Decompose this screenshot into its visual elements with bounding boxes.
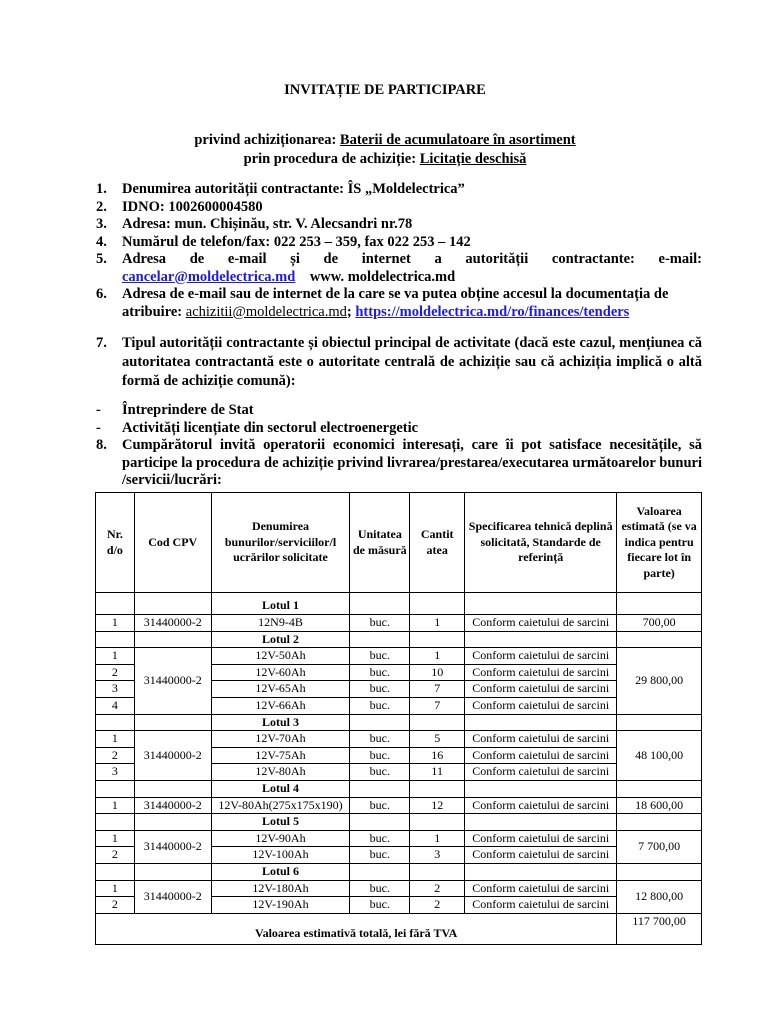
row-name: 12N9-4B (211, 615, 350, 632)
lot-qty-blank (410, 814, 465, 831)
row-cpv: 31440000-2 (134, 797, 211, 814)
row-spec: Conform caietului de sarcini (465, 764, 617, 781)
lot-qty-blank (410, 780, 465, 797)
lot-label: Lotul 4 (211, 780, 350, 797)
goods-table (95, 492, 702, 945)
row-nr: 2 (96, 747, 135, 764)
lot-label-row (96, 714, 702, 731)
lot-label-row (96, 593, 702, 615)
info-list-3 (96, 402, 702, 490)
row-quantity: 7 (410, 697, 465, 714)
row-name: 12V-100Ah (211, 847, 350, 864)
row-unit: buc. (350, 747, 410, 764)
lot-spec-blank (465, 714, 617, 731)
item-text: Adresa de e-mail sau de internet de la care se va putea obține accesul la documentația de (122, 286, 669, 302)
info-list-2 (96, 334, 702, 391)
item-text: Activități licențiate din sectorul electroenergetic (122, 419, 419, 436)
subtitle-procurement (0, 132, 770, 149)
document-title: INVITAȚIE DE PARTICIPARE (284, 82, 486, 98)
list-item (96, 234, 702, 252)
row-unit: buc. (350, 615, 410, 632)
lot-val-blank (617, 631, 702, 648)
list-item (96, 437, 702, 490)
row-name: 12V-90Ah (211, 830, 350, 847)
row-quantity: 5 (410, 731, 465, 748)
item-number: 8. (96, 437, 107, 453)
lot-nr-blank (96, 863, 135, 880)
lot-nr-blank (96, 631, 135, 648)
row-spec: Conform caietului de sarcini (465, 747, 617, 764)
row-nr: 1 (96, 797, 135, 814)
row-quantity: 2 (410, 880, 465, 897)
item-text: Adresa: mun. Chișinău, str. V. Alecsandri nr.78 (122, 216, 413, 232)
item-number: 3. (96, 216, 107, 232)
header-quantity: Cantit atea (410, 493, 465, 593)
header-nr: Nr. d/o (96, 493, 135, 593)
row-cpv: 31440000-2 (134, 830, 211, 863)
row-quantity: 1 (410, 615, 465, 632)
row-value: 29 800,00 (617, 648, 702, 714)
row-cpv: 31440000-2 (134, 648, 211, 714)
header-value: Valoarea estimată (se va indica pentru fiecare lot în parte) (617, 493, 702, 593)
lot-label: Lotul 2 (211, 631, 350, 648)
row-quantity: 1 (410, 648, 465, 665)
subtitle-procedure-value: Licitație deschisă (419, 151, 527, 167)
total-label: Valoarea estimativă totală, lei fără TVA (96, 913, 617, 944)
subtitle-procedure (0, 151, 770, 168)
lot-label-row (96, 863, 702, 880)
row-unit: buc. (350, 897, 410, 914)
row-spec: Conform caietului de sarcini (465, 897, 617, 914)
list-item (96, 216, 702, 234)
lot-spec-blank (465, 780, 617, 797)
row-quantity: 2 (410, 897, 465, 914)
row-spec: Conform caietului de sarcini (465, 880, 617, 897)
row-nr: 1 (96, 880, 135, 897)
table-row (96, 797, 702, 814)
lot-um-blank (350, 780, 410, 797)
row-nr: 2 (96, 897, 135, 914)
item-text: Întreprindere de Stat (122, 402, 254, 418)
row-quantity: 11 (410, 764, 465, 781)
row-quantity: 10 (410, 664, 465, 681)
lot-nr-blank (96, 714, 135, 731)
row-unit: buc. (350, 764, 410, 781)
lot-spec-blank (465, 593, 617, 615)
lot-spec-blank (465, 863, 617, 880)
lot-qty-blank (410, 863, 465, 880)
row-spec: Conform caietului de sarcini (465, 797, 617, 814)
header-unit: Unitatea de măsură (350, 493, 410, 593)
row-spec: Conform caietului de sarcini (465, 664, 617, 681)
row-nr: 1 (96, 731, 135, 748)
row-value: 18 600,00 (617, 797, 702, 814)
table-row (96, 615, 702, 632)
lot-um-blank (350, 863, 410, 880)
lot-val-blank (617, 863, 702, 880)
list-item (96, 181, 702, 199)
lot-cpv-blank (134, 780, 211, 797)
row-name: 12V-70Ah (211, 731, 350, 748)
lot-spec-blank (465, 631, 617, 648)
row-unit: buc. (350, 664, 410, 681)
row-nr: 3 (96, 764, 135, 781)
row-spec: Conform caietului de sarcini (465, 648, 617, 665)
row-spec: Conform caietului de sarcini (465, 830, 617, 847)
row-unit: buc. (350, 731, 410, 748)
row-name: 12V-60Ah (211, 664, 350, 681)
header-name: Denumirea bunurilor/serviciilor/l ucrărilor solicitate (211, 493, 350, 593)
lot-cpv-blank (134, 714, 211, 731)
row-cpv: 31440000-2 (134, 615, 211, 632)
row-nr: 1 (96, 648, 135, 665)
row-name: 12V-65Ah (211, 681, 350, 698)
lot-label: Lotul 6 (211, 863, 350, 880)
row-unit: buc. (350, 880, 410, 897)
row-nr: 1 (96, 615, 135, 632)
lot-um-blank (350, 593, 410, 615)
row-name: 12V-80Ah(275x175x190) (211, 797, 350, 814)
row-nr: 2 (96, 664, 135, 681)
lot-nr-blank (96, 780, 135, 797)
row-unit: buc. (350, 797, 410, 814)
lot-cpv-blank (134, 814, 211, 831)
table-header-row (96, 493, 702, 593)
lot-val-blank (617, 714, 702, 731)
lot-cpv-blank (134, 593, 211, 615)
row-name: 12V-66Ah (211, 697, 350, 714)
row-quantity: 3 (410, 847, 465, 864)
subtitle-procurement-prefix: privind achiziționarea: (194, 132, 340, 148)
table-row (96, 731, 702, 748)
item-text: Denumirea autorității contractante: ÎS „Moldelectrica” (122, 181, 465, 197)
lot-um-blank (350, 714, 410, 731)
lot-qty-blank (410, 714, 465, 731)
subtitle-procurement-value: Baterii de acumulatoare în asortiment (339, 132, 576, 148)
item-text: Adresa de e-mail și de internet a autorității contractante: e-mail: (122, 251, 702, 267)
subtitle-procedure-prefix: prin procedura de achiziție: (243, 151, 420, 167)
lot-nr-blank (96, 593, 135, 615)
lot-val-blank (617, 593, 702, 615)
procurement-email-link[interactable]: achizitii@moldelectrica.md (185, 303, 347, 320)
row-spec: Conform caietului de sarcini (465, 681, 617, 698)
row-name: 12V-80Ah (211, 764, 350, 781)
total-value: 117 700,00 (617, 913, 702, 944)
list-item (96, 199, 702, 217)
lot-cpv-blank (134, 631, 211, 648)
row-value: 700,00 (617, 615, 702, 632)
row-unit: buc. (350, 648, 410, 665)
row-spec: Conform caietului de sarcini (465, 731, 617, 748)
lot-label: Lotul 1 (211, 593, 350, 615)
list-item (96, 251, 702, 286)
info-list (96, 181, 702, 321)
item-bullet: - (96, 402, 101, 418)
item-number: 6. (96, 286, 107, 302)
list-item (96, 402, 702, 420)
item-number: 7. (96, 335, 107, 351)
row-value: 12 800,00 (617, 880, 702, 913)
row-quantity: 12 (410, 797, 465, 814)
row-name: 12V-75Ah (211, 747, 350, 764)
item-text: IDNO: 1002600004580 (122, 198, 263, 215)
item-number: 4. (96, 233, 107, 250)
lot-label: Lotul 5 (211, 814, 350, 831)
list-item (96, 286, 702, 321)
row-value: 7 700,00 (617, 830, 702, 863)
table-row (96, 648, 702, 665)
row-spec: Conform caietului de sarcini (465, 697, 617, 714)
lot-val-blank (617, 814, 702, 831)
email-link[interactable]: cancelar@moldelectrica.md (122, 268, 296, 285)
item-text: atribuire: (122, 303, 186, 320)
row-name: 12V-190Ah (211, 897, 350, 914)
lot-nr-blank (96, 814, 135, 831)
row-value: 48 100,00 (617, 731, 702, 781)
item-number: 1. (96, 181, 107, 197)
row-cpv: 31440000-2 (134, 731, 211, 781)
lot-label: Lotul 3 (211, 714, 350, 731)
row-unit: buc. (350, 681, 410, 698)
item-number: 2. (96, 198, 107, 215)
row-unit: buc. (350, 830, 410, 847)
lot-um-blank (350, 631, 410, 648)
row-quantity: 7 (410, 681, 465, 698)
separator: ; (346, 303, 356, 320)
row-nr: 3 (96, 681, 135, 698)
website-text: www. moldelectrica.md (309, 268, 456, 285)
lot-qty-blank (410, 631, 465, 648)
row-cpv: 31440000-2 (134, 880, 211, 913)
lot-um-blank (350, 814, 410, 831)
row-quantity: 1 (410, 830, 465, 847)
header-cpv: Cod CPV (134, 493, 211, 593)
row-nr: 4 (96, 697, 135, 714)
row-nr: 2 (96, 847, 135, 864)
lot-cpv-blank (134, 863, 211, 880)
row-unit: buc. (350, 847, 410, 864)
row-name: 12V-180Ah (211, 880, 350, 897)
row-spec: Conform caietului de sarcini (465, 847, 617, 864)
item-number: 5. (96, 251, 107, 267)
total-row (96, 913, 702, 944)
lot-qty-blank (410, 593, 465, 615)
row-nr: 1 (96, 830, 135, 847)
row-quantity: 16 (410, 747, 465, 764)
lot-label-row (96, 814, 702, 831)
item-text: Cumpărătorul invită operatorii economici interesați, care îi pot satisface necesitățile, să participe la procedura de achiziție privind livrarea/prestarea/executarea următoarelor bunuri /servicii/lucrări: (122, 437, 702, 488)
item-bullet: - (96, 419, 101, 436)
lot-label-row (96, 631, 702, 648)
lot-val-blank (617, 780, 702, 797)
header-spec: Specificarea tehnică deplină solicitată, Standarde de referință (465, 493, 617, 593)
row-unit: buc. (350, 697, 410, 714)
table-row (96, 830, 702, 847)
tenders-url-link[interactable]: https://moldelectrica.md/ro/finances/tenders (355, 303, 630, 320)
list-item (96, 420, 702, 438)
row-spec: Conform caietului de sarcini (465, 615, 617, 632)
item-text: Tipul autorității contractante și obiectul principal de activitate (dacă este cazul, mențiunea că autoritatea contractantă este o autoritate centrală de achiziție sau că achiziția implică o altă formă de achiziție comună): (122, 335, 702, 389)
lot-label-row (96, 780, 702, 797)
list-item (96, 334, 702, 391)
lot-spec-blank (465, 814, 617, 831)
item-text: Numărul de telefon/fax: 022 253 – 359, fax 022 253 – 142 (122, 233, 471, 250)
table-row (96, 880, 702, 897)
row-name: 12V-50Ah (211, 648, 350, 665)
